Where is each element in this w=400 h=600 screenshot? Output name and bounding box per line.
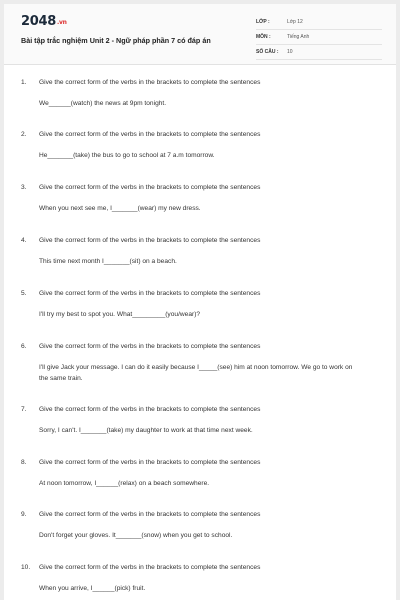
document-title: Bài tập trắc nghiệm Unit 2 - Ngữ pháp phần 7 có đáp án xyxy=(21,36,211,45)
meta-key: LỚP : xyxy=(256,19,270,25)
question-prompt: Give the correct form of the verbs in the brackets to complete the sentences xyxy=(39,511,261,518)
logo-main-text: 2048 xyxy=(21,14,56,29)
question-sentence: I'll give Jack your message. I can do it easily because I_____(see) him at noon tomorrow. We go to work on the same train. xyxy=(39,364,353,382)
question-number: 10. xyxy=(21,564,31,571)
question-number: 6. xyxy=(21,343,27,350)
meta-row-question-count xyxy=(256,45,382,60)
meta-info xyxy=(256,15,382,60)
question-sentence: When you arrive, I______(pick) fruit. xyxy=(39,585,146,592)
question-sentence: Sorry, I can't. I_______(take) my daughter to work at that time next week. xyxy=(39,427,253,434)
question-number: 5. xyxy=(21,290,27,297)
question-number: 8. xyxy=(21,459,27,466)
meta-key: SỐ CÂU : xyxy=(256,49,279,55)
question-prompt: Give the correct form of the verbs in the brackets to complete the sentences xyxy=(39,459,261,466)
question-prompt: Give the correct form of the verbs in the brackets to complete the sentences xyxy=(39,290,261,297)
question-number: 1. xyxy=(21,79,27,86)
question-prompt: Give the correct form of the verbs in the brackets to complete the sentences xyxy=(39,79,261,86)
question-number: 4. xyxy=(21,237,27,244)
meta-key: MÔN : xyxy=(256,34,271,40)
question-prompt: Give the correct form of the verbs in the brackets to complete the sentences xyxy=(39,237,261,244)
question-sentence: I'll try my best to spot you. What_________(you/wear)? xyxy=(39,311,201,318)
meta-value: Tiếng Anh xyxy=(287,34,310,40)
site-logo[interactable] xyxy=(21,14,67,29)
meta-row-subject xyxy=(256,30,382,45)
meta-row-class xyxy=(256,15,382,30)
question-sentence: At noon tomorrow, I______(relax) on a beach somewhere. xyxy=(39,480,210,487)
meta-value: 10 xyxy=(287,49,293,55)
question-number: 3. xyxy=(21,184,27,191)
question-sentence: When you next see me, I_______(wear) my new dress. xyxy=(39,205,201,212)
question-sentence: This time next month I_______(sit) on a beach. xyxy=(39,258,177,265)
question-sentence: He_______(take) the bus to go to school at 7 a.m tomorrow. xyxy=(39,152,215,159)
question-prompt: Give the correct form of the verbs in the brackets to complete the sentences xyxy=(39,564,261,571)
question-prompt: Give the correct form of the verbs in the brackets to complete the sentences xyxy=(39,131,261,138)
question-number: 7. xyxy=(21,406,27,413)
meta-value: Lớp 12 xyxy=(287,19,303,25)
document-page xyxy=(4,4,396,600)
question-number: 9. xyxy=(21,511,27,518)
question-prompt: Give the correct form of the verbs in the brackets to complete the sentences xyxy=(39,343,261,350)
question-prompt: Give the correct form of the verbs in the brackets to complete the sentences xyxy=(39,406,261,413)
question-sentence: Don't forget your gloves. It_______(snow) when you get to school. xyxy=(39,532,233,539)
question-sentence: We______(watch) the news at 9pm tonight. xyxy=(39,100,167,107)
document-header xyxy=(4,4,396,65)
question-number: 2. xyxy=(21,131,27,138)
question-prompt: Give the correct form of the verbs in the brackets to complete the sentences xyxy=(39,184,261,191)
logo-suffix-text: .vn xyxy=(56,19,67,26)
